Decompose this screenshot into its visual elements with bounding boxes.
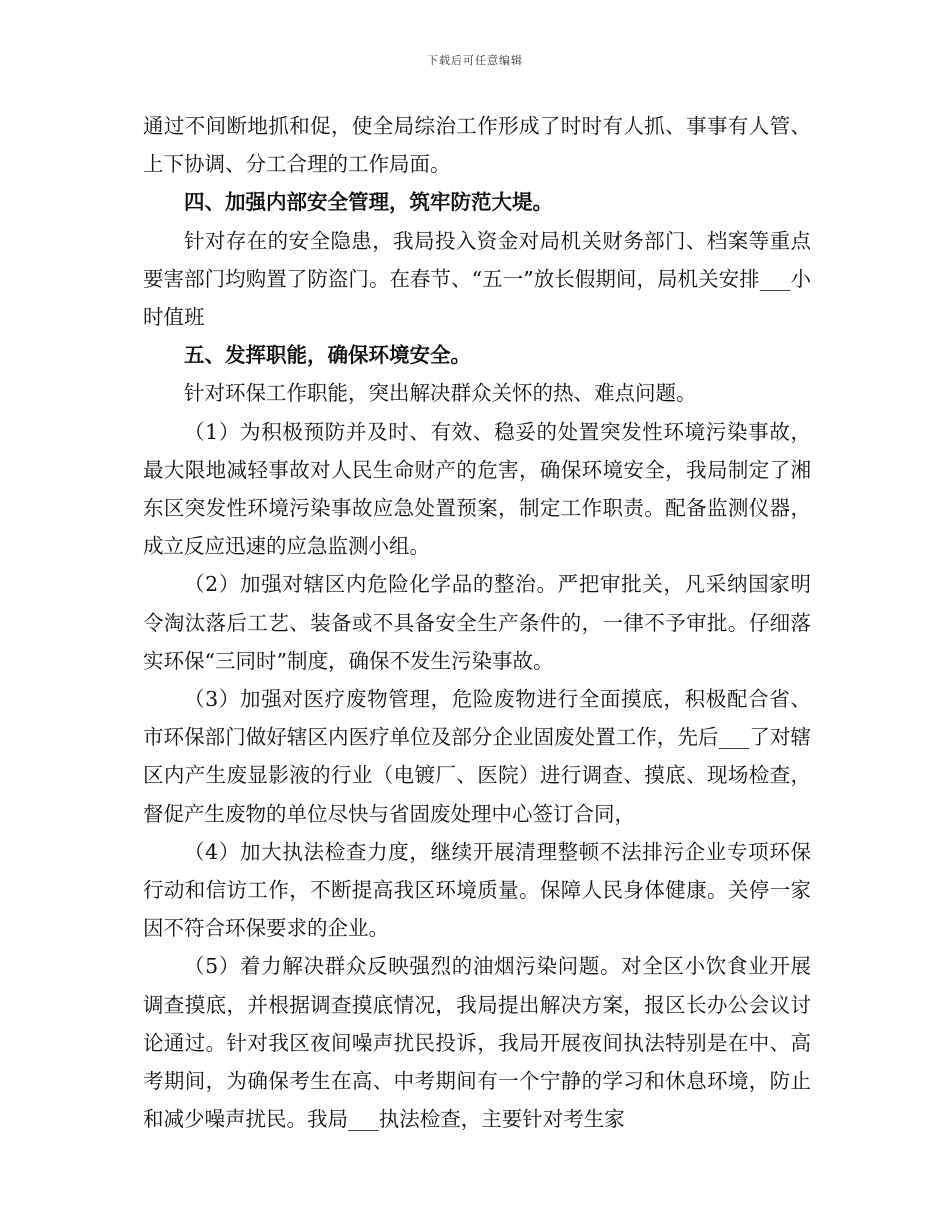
paragraph-security-measures: 针对存在的安全隐患，我局投入资金对局机关财务部门、档案等重点要害部门均购置了防盗门。在春节、“五一”放长假期间，局机关安排___小时值班 (143, 228, 811, 330)
paragraph-item-2: （2）加强对辖区内危险化学品的整治。严把审批关，凡采纳国家明令淘汰落后工艺、装备或不具备安全生产条件的，一律不予审批。仔细落实环保“三同时”制度，确保不发生污染事故。 (143, 572, 811, 673)
document-body (143, 107, 811, 1138)
paragraph-item-5: （5）着力解决群众反映强烈的油烟污染问题。对全区小饮食业开展调查摸底，并根据调查摸底情况，我局提出解决方案，报区长办公会议讨论通过。针对我区夜间噪声扰民投诉，我局开展夜间执法特别是在中、高考期间，为确保考生在高、中考期间有一个宁静的学习和休息环境，防止和减少噪声扰民。我局___执法检查，主要针对考生家 (143, 954, 811, 1132)
page-header: 下载后可任意编辑 (427, 54, 523, 67)
paragraph-item-4: （4）加大执法检查力度，继续开展清理整顿不法排污企业专项环保行动和信访工作，不断提高我区环境质量。保障人民身体健康。关停一家因不符合环保要求的企业。 (143, 839, 811, 941)
paragraph-item-3: （3）加强对医疗废物管理，危险废物进行全面摸底，积极配合省、市环保部门做好辖区内医疗单位及部分企业固废处置工作，先后___了对辖区内产生废显影液的行业（电镀厂、医院）进行调查、摸底、现场检查，督促产生废物的单位尽快与省固废处理中心签订合同， (143, 687, 811, 826)
paragraph-env-duty: 针对环保工作职能，突出解决群众关怀的热、难点问题。 (184, 381, 697, 406)
paragraph-item-1: （1）为积极预防并及时、有效、稳妥的处置突发性环境污染事故，最大限地减轻事故对人民生命财产的危害，确保环境安全，我局制定了湘东区突发性环境污染事故应急处置预案，制定工作职责。配备监测仪器，成立反应迅速的应急监测小组。 (143, 419, 811, 559)
section-heading-5: 五、发挥职能，确保环境安全。 (184, 343, 471, 368)
section-heading-4: 四、加强内部安全管理，筑牢防范大堤。 (184, 190, 553, 215)
paragraph-continuation: 通过不间断地抓和促，使全局综治工作形成了时时有人抓、事事有人管、上下协调、分工合理的工作局面。 (143, 114, 811, 177)
